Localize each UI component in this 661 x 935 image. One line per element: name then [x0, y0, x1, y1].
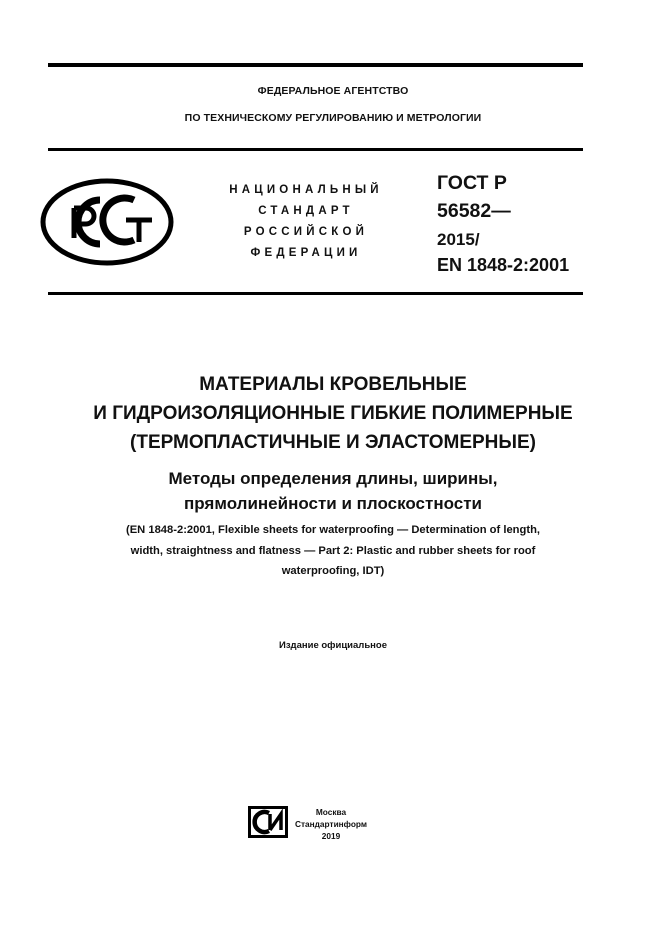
standard-type-line4: ФЕДЕРАЦИИ	[250, 247, 362, 259]
agency-name-line2: ПО ТЕХНИЧЕСКОМУ РЕГУЛИРОВАНИЮ И МЕТРОЛОГИИ	[184, 112, 482, 124]
english-title-line3: waterproofing, IDT)	[281, 565, 385, 577]
edition-label: Издание официальное	[279, 640, 387, 651]
standard-type-line1: НАЦИОНАЛЬНЫЙ	[229, 184, 383, 196]
designation-line2: 56582—	[437, 200, 511, 222]
agency-name-line1: ФЕДЕРАЛЬНОЕ АГЕНТСТВО	[257, 85, 409, 97]
document-title-line1: МАТЕРИАЛЫ КРОВЕЛЬНЫЕ	[199, 374, 467, 395]
publisher-name: Стандартинформ	[294, 819, 367, 829]
designation-line3: 2015/	[437, 230, 480, 249]
document-subtitle-line1: Методы определения длины, ширины,	[168, 469, 498, 488]
middle-rule	[48, 148, 583, 151]
rst-certification-logo-icon	[40, 178, 174, 266]
designation-line1: ГОСТ Р	[437, 172, 507, 194]
document-title-line3: (ТЕРМОПЛАСТИЧНЫЕ И ЭЛАСТОМЕРНЫЕ)	[130, 432, 536, 453]
bottom-rule	[48, 292, 583, 295]
document-subtitle-line2: прямолинейности и плоскостности	[184, 494, 482, 513]
top-rule	[48, 63, 583, 67]
standard-type-line3: РОССИЙСКОЙ	[243, 226, 369, 238]
document-title-line2: И ГИДРОИЗОЛЯЦИОННЫЕ ГИБКИЕ ПОЛИМЕРНЫЕ	[93, 403, 573, 424]
standartinform-logo-icon	[248, 806, 288, 838]
standard-type-line2: СТАНДАРТ	[258, 205, 354, 217]
publication-year: 2019	[321, 831, 341, 841]
english-title-line2: width, straightness and flatness — Part 2: Plastic and rubber sheets for roof	[130, 545, 536, 557]
designation-line4: EN 1848-2:2001	[437, 255, 570, 275]
english-title-line1: (EN 1848-2:2001, Flexible sheets for waterproofing — Determination of length,	[125, 524, 541, 536]
publisher-city: Москва	[315, 807, 347, 817]
